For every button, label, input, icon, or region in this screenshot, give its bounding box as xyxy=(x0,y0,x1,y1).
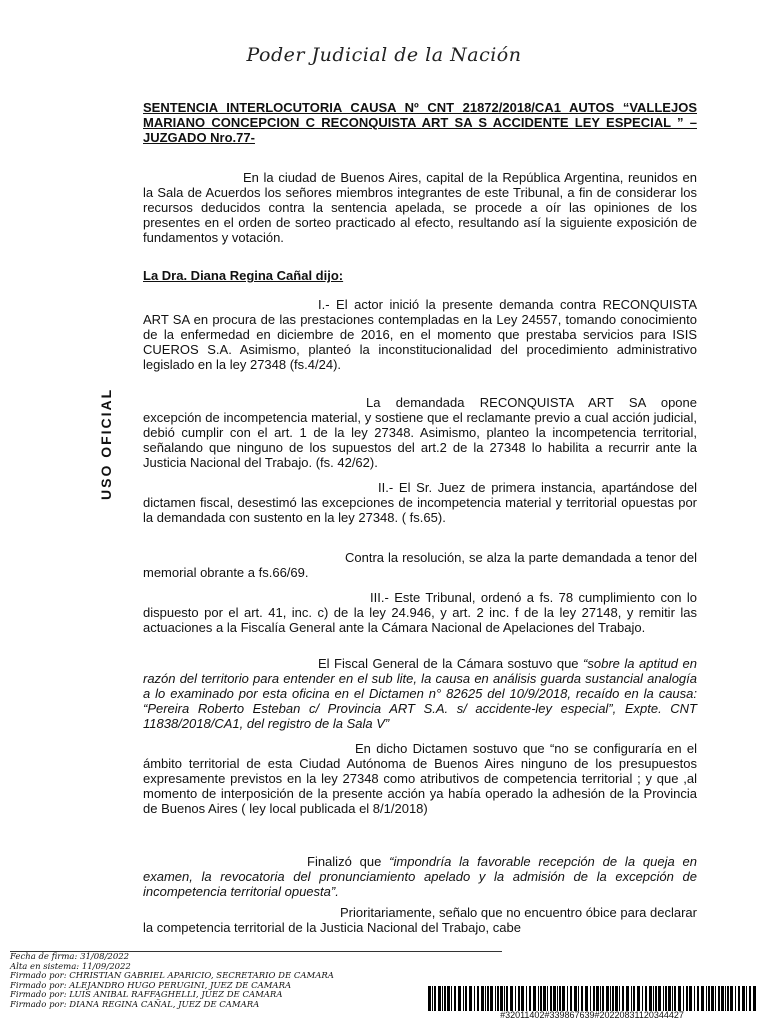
paragraph-6 xyxy=(143,656,697,731)
barcode-bar xyxy=(602,986,604,1011)
barcode-bar xyxy=(458,986,461,1011)
barcode-bar xyxy=(559,986,561,1011)
barcode-bar xyxy=(454,986,456,1011)
barcode-bar xyxy=(465,986,467,1011)
barcode-bar xyxy=(738,986,740,1011)
barcode-bar xyxy=(428,986,431,1011)
barcode-bar xyxy=(518,986,520,1011)
barcode-bar xyxy=(663,986,664,1011)
barcode-bar xyxy=(485,986,486,1011)
barcode-bar xyxy=(529,986,531,1011)
barcode-bar xyxy=(721,986,724,1011)
barcode-bar xyxy=(562,986,565,1011)
paragraph-8-quote: “impondría la favorable recepción de la queja en examen, la revocatoria del pronunciamiento apelado y la admisión de la excepción de incompetencia territorial opuesta”. xyxy=(143,854,697,899)
barcode-bar xyxy=(504,986,505,1011)
barcode-bar xyxy=(694,986,695,1011)
barcode-bar xyxy=(500,986,503,1011)
barcode-bar xyxy=(538,986,539,1011)
barcode-bar xyxy=(633,986,635,1011)
signer-line: Firmado por: LUIS ANIBAL RAFFAGHELLI, JUEZ DE CAMARA xyxy=(10,990,283,1000)
barcode-bar xyxy=(686,986,688,1011)
barcode-bar xyxy=(606,986,609,1011)
paragraph-6-quote: “sobre la aptitud en razón del territorio para entender en el sub lite, la causa en análisis guarda sustancial analogía a lo examinado por esta oficina en el Dictamen n° 82625 del 10/9/2018, recaído en la causa: “Pereira Roberto Esteban c/ Provincia ART S.A. s/ accidente-ley especial”, Expte. CNT 11838/2018/CA1, del registro de la Sala V” xyxy=(143,656,697,731)
barcode-bar xyxy=(665,986,667,1011)
paragraph-2: La demandada RECONQUISTA ART SA opone excepción de incompetencia material, y sostiene que el reclamante previo a cual acción judicial, debió cumplir con el art. 1 de la ley 27348. Asimismo, planteo la incompetencia territorial, señalando que ninguno de los supuestos del art.2 de la 27348 lo habilita a recurrir ante la Justicia Nacional del Trabajo. (fs. 42/62). xyxy=(143,395,697,470)
paragraph-8 xyxy=(143,854,697,899)
barcode-bar xyxy=(649,986,652,1011)
barcode-bar xyxy=(746,986,747,1011)
barcode xyxy=(428,986,756,1011)
barcode-bar xyxy=(434,986,436,1011)
paragraph-4: Contra la resolución, se alza la parte demandada a tenor del memorial obrante a fs.66/69. xyxy=(143,550,697,580)
barcode-bar xyxy=(697,986,699,1011)
barcode-bar xyxy=(547,986,548,1011)
barcode-bar xyxy=(715,986,716,1011)
barcode-bar xyxy=(668,986,671,1011)
barcode-bar xyxy=(521,986,524,1011)
barcode-bar xyxy=(718,986,720,1011)
barcode-bar xyxy=(557,986,558,1011)
barcode-bar xyxy=(658,986,661,1011)
paragraph-1: I.- El actor inició la presente demanda contra RECONQUISTA ART SA en procura de las prestaciones contempladas en la Ley 24557, tomando conocimiento de la enfermedad en diciembre de 2016, en el momento que prestaba servicios para ISIS CUEROS S.A. Asimismo, planteó la inconstitucionalidad del procedimiento administrativo legislado en la ley 27348 (fs.4/24). xyxy=(143,297,697,372)
barcode-bar xyxy=(753,986,756,1011)
barcode-bar xyxy=(490,986,493,1011)
barcode-bar xyxy=(653,986,654,1011)
paragraph-3: II.- El Sr. Juez de primera instancia, apartándose del dictamen fiscal, desestimó las excepciones de incompetencia material y territorial opuestas por la demandada con sustento en la ley 27348. ( fs.65). xyxy=(143,480,697,525)
barcode-bar xyxy=(645,986,647,1011)
barcode-bar xyxy=(506,986,508,1011)
barcode-bar xyxy=(469,986,472,1011)
barcode-bar xyxy=(487,986,489,1011)
barcode-bar xyxy=(432,986,433,1011)
barcode-bar xyxy=(526,986,527,1011)
barcode-bar xyxy=(567,986,568,1011)
barcode-bar xyxy=(701,986,704,1011)
barcode-bar xyxy=(510,986,513,1011)
barcode-bar xyxy=(533,986,536,1011)
barcode-bar xyxy=(553,986,556,1011)
signer-line: Firmado por: CHRISTIAN GABRIEL APARICIO, SECRETARIO DE CAMARA xyxy=(10,971,334,981)
barcode-bar xyxy=(672,986,673,1011)
barcode-bar xyxy=(749,986,751,1011)
signature-footer xyxy=(10,953,334,1010)
page-header-title: Poder Judicial de la Nación xyxy=(246,44,522,66)
barcode-bar xyxy=(543,986,546,1011)
barcode-bar xyxy=(596,986,599,1011)
paragraph-6-lead: El Fiscal General de la Cámara sostuvo que xyxy=(318,656,584,671)
barcode-bar xyxy=(730,986,733,1011)
barcode-bar xyxy=(642,986,643,1011)
barcode-bar xyxy=(706,986,707,1011)
barcode-bar xyxy=(581,986,583,1011)
paragraph-8-lead: Finalizó que xyxy=(307,854,390,869)
barcode-bar xyxy=(711,986,714,1011)
barcode-bar xyxy=(615,986,618,1011)
barcode-bar xyxy=(515,986,516,1011)
barcode-bar xyxy=(585,986,588,1011)
paragraph-7: En dicho Dictamen sostuvo que “no se configuraría en el ámbito territorial de esta Ciudad Autónoma de Buenos Aires ninguno de los presupuestos expresamente previstos en la ley 27348 como atributivos de competencia territorial ; y que ,al momento de interposición de la presente acción ya había operado la adhesión de la Provincia de Buenos Aires ( ley local publicada el 8/1/2018) xyxy=(143,741,697,816)
intro-paragraph: En la ciudad de Buenos Aires, capital de la República Argentina, reunidos en la Sala de Acuerdos los señores miembros integrantes de este Tribunal, a fin de considerar los recursos deducidos contra la sentencia apelada, se procede a oír las opiniones de los presentes en el orden de sorteo practicado al efecto, resultando así la siguiente exposición de fundamentos y votación. xyxy=(143,170,697,245)
barcode-bar xyxy=(678,986,681,1011)
barcode-bar xyxy=(674,986,676,1011)
barcode-bar xyxy=(610,986,611,1011)
barcode-bar xyxy=(593,986,595,1011)
barcode-bar xyxy=(451,986,452,1011)
barcode-bar xyxy=(442,986,443,1011)
barcode-bar xyxy=(683,986,684,1011)
barcode-bar xyxy=(481,986,484,1011)
barcode-bar xyxy=(590,986,591,1011)
barcode-bar xyxy=(637,986,640,1011)
barcode-bar xyxy=(655,986,657,1011)
judge-heading: La Dra. Diana Regina Cañal dijo: xyxy=(143,268,344,283)
barcode-bar xyxy=(550,986,552,1011)
barcode-bar xyxy=(447,986,450,1011)
barcode-bar xyxy=(689,986,692,1011)
system-date: Alta en sistema: 11/09/2022 xyxy=(10,961,131,972)
barcode-bar xyxy=(438,986,441,1011)
barcode-bar xyxy=(570,986,572,1011)
barcode-bar xyxy=(622,986,624,1011)
signer-line: Firmado por: DIANA REGINA CAÑAL, JUEZ DE CAMARA xyxy=(10,999,260,1010)
paragraph-9: Prioritariamente, señalo que no encuentro óbice para declarar la competencia territorial de la Justicia Nacional del Trabajo, cabe xyxy=(143,905,697,935)
barcode-bar xyxy=(626,986,629,1011)
case-caption: SENTENCIA INTERLOCUTORIA CAUSA Nº CNT 21872/2018/CA1 AUTOS “VALLEJOS MARIANO CONCEPCION C RECONQUISTA ART SA S ACCIDENTE LEY ESPECIAL ” – JUZGADO Nro.77- xyxy=(143,100,697,145)
barcode-bar xyxy=(540,986,542,1011)
signer-line: Firmado por: ALEJANDRO HUGO PERUGINI, JUEZ DE CAMARA xyxy=(10,980,292,991)
barcode-bar xyxy=(727,986,729,1011)
barcode-bar xyxy=(474,986,475,1011)
barcode-bar xyxy=(600,986,601,1011)
barcode-bar xyxy=(578,986,579,1011)
barcode-bar xyxy=(497,986,499,1011)
barcode-bar xyxy=(735,986,736,1011)
paragraph-5: III.- Este Tribunal, ordenó a fs. 78 cumplimiento con lo dispuesto por el art. 41, inc. c) de la ley 24.946, y art. 2 inc. f de la ley 27148, y remitir las actuaciones a la Fiscalía General ante la Cámara Nacional de Apelaciones del Trabajo. xyxy=(143,590,697,635)
barcode-number: #32011402#339867639#20220831120344427 xyxy=(500,1010,684,1020)
barcode-bar xyxy=(742,986,745,1011)
barcode-bar xyxy=(612,986,614,1011)
barcode-bar xyxy=(725,986,726,1011)
barcode-bar xyxy=(444,986,446,1011)
barcode-bar xyxy=(574,986,577,1011)
barcode-bar xyxy=(495,986,496,1011)
barcode-bar xyxy=(708,986,710,1011)
signature-date: Fecha de firma: 31/08/2022 xyxy=(10,952,130,962)
barcode-bar xyxy=(477,986,479,1011)
barcode-bar xyxy=(463,986,464,1011)
side-label: USO OFICIAL xyxy=(98,387,114,500)
barcode-bar xyxy=(619,986,620,1011)
barcode-bar xyxy=(631,986,632,1011)
